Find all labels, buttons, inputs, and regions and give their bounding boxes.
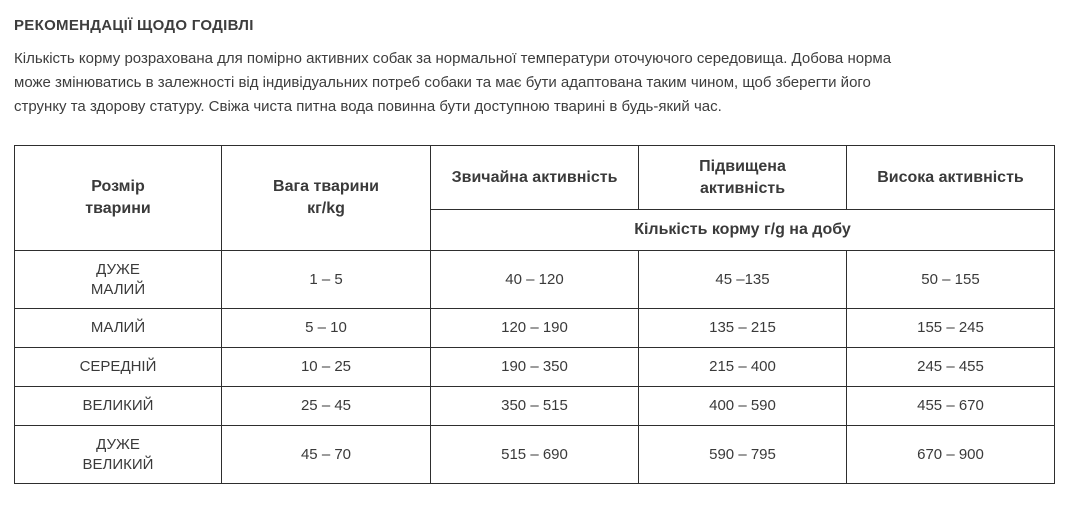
cell-increased: 590 – 795 — [639, 426, 847, 484]
header-size: Розмір тварини — [15, 146, 222, 251]
cell-high: 245 – 455 — [847, 348, 1055, 387]
cell-increased: 45 –135 — [639, 251, 847, 309]
cell-increased: 135 – 215 — [639, 309, 847, 348]
cell-high: 670 – 900 — [847, 426, 1055, 484]
intro-line: може змінюватись в залежності від індивідуальних потреб собаки та має бути адаптована таким чином, щоб зберегти його — [14, 74, 871, 91]
section-heading: РЕКОМЕНДАЦІЇ ЩОДО ГОДІВЛІ — [14, 17, 254, 34]
cell-weight: 45 – 70 — [222, 426, 431, 484]
table-row — [15, 426, 1055, 484]
cell-increased: 215 – 400 — [639, 348, 847, 387]
cell-size: ДУЖЕ МАЛИЙ — [15, 251, 222, 309]
cell-weight: 1 – 5 — [222, 251, 431, 309]
cell-size: ДУЖЕ ВЕЛИКИЙ — [15, 426, 222, 484]
cell-normal: 190 – 350 — [431, 348, 639, 387]
table-row — [15, 348, 1055, 387]
header-normal-activity: Звичайна активність — [431, 146, 639, 210]
header-increased-activity: Підвищена активність — [639, 146, 847, 210]
header-weight: Вага тварини кг/kg — [222, 146, 431, 251]
table-row — [15, 387, 1055, 426]
cell-high: 155 – 245 — [847, 309, 1055, 348]
header-food-amount: Кількість корму г/g на добу — [431, 210, 1055, 251]
intro-line: струнку та здорову статуру. Свіжа чиста питна вода повинна бути доступною тварині в будь-який час. — [14, 98, 722, 115]
cell-size: МАЛИЙ — [15, 309, 222, 348]
cell-normal: 120 – 190 — [431, 309, 639, 348]
cell-weight: 10 – 25 — [222, 348, 431, 387]
header-high-activity: Висока активність — [847, 146, 1055, 210]
cell-weight: 25 – 45 — [222, 387, 431, 426]
table-row — [15, 309, 1055, 348]
table-row — [15, 251, 1055, 309]
cell-normal: 40 – 120 — [431, 251, 639, 309]
cell-normal: 515 – 690 — [431, 426, 639, 484]
intro-paragraph — [14, 47, 1064, 119]
cell-weight: 5 – 10 — [222, 309, 431, 348]
cell-high: 50 – 155 — [847, 251, 1055, 309]
cell-size: СЕРЕДНІЙ — [15, 348, 222, 387]
intro-line: Кількість корму розрахована для помірно активних собак за нормальної температури оточуючого середовища. Добова норма — [14, 50, 892, 67]
cell-normal: 350 – 515 — [431, 387, 639, 426]
cell-increased: 400 – 590 — [639, 387, 847, 426]
cell-size: ВЕЛИКИЙ — [15, 387, 222, 426]
cell-high: 455 – 670 — [847, 387, 1055, 426]
feeding-table — [14, 145, 1055, 484]
